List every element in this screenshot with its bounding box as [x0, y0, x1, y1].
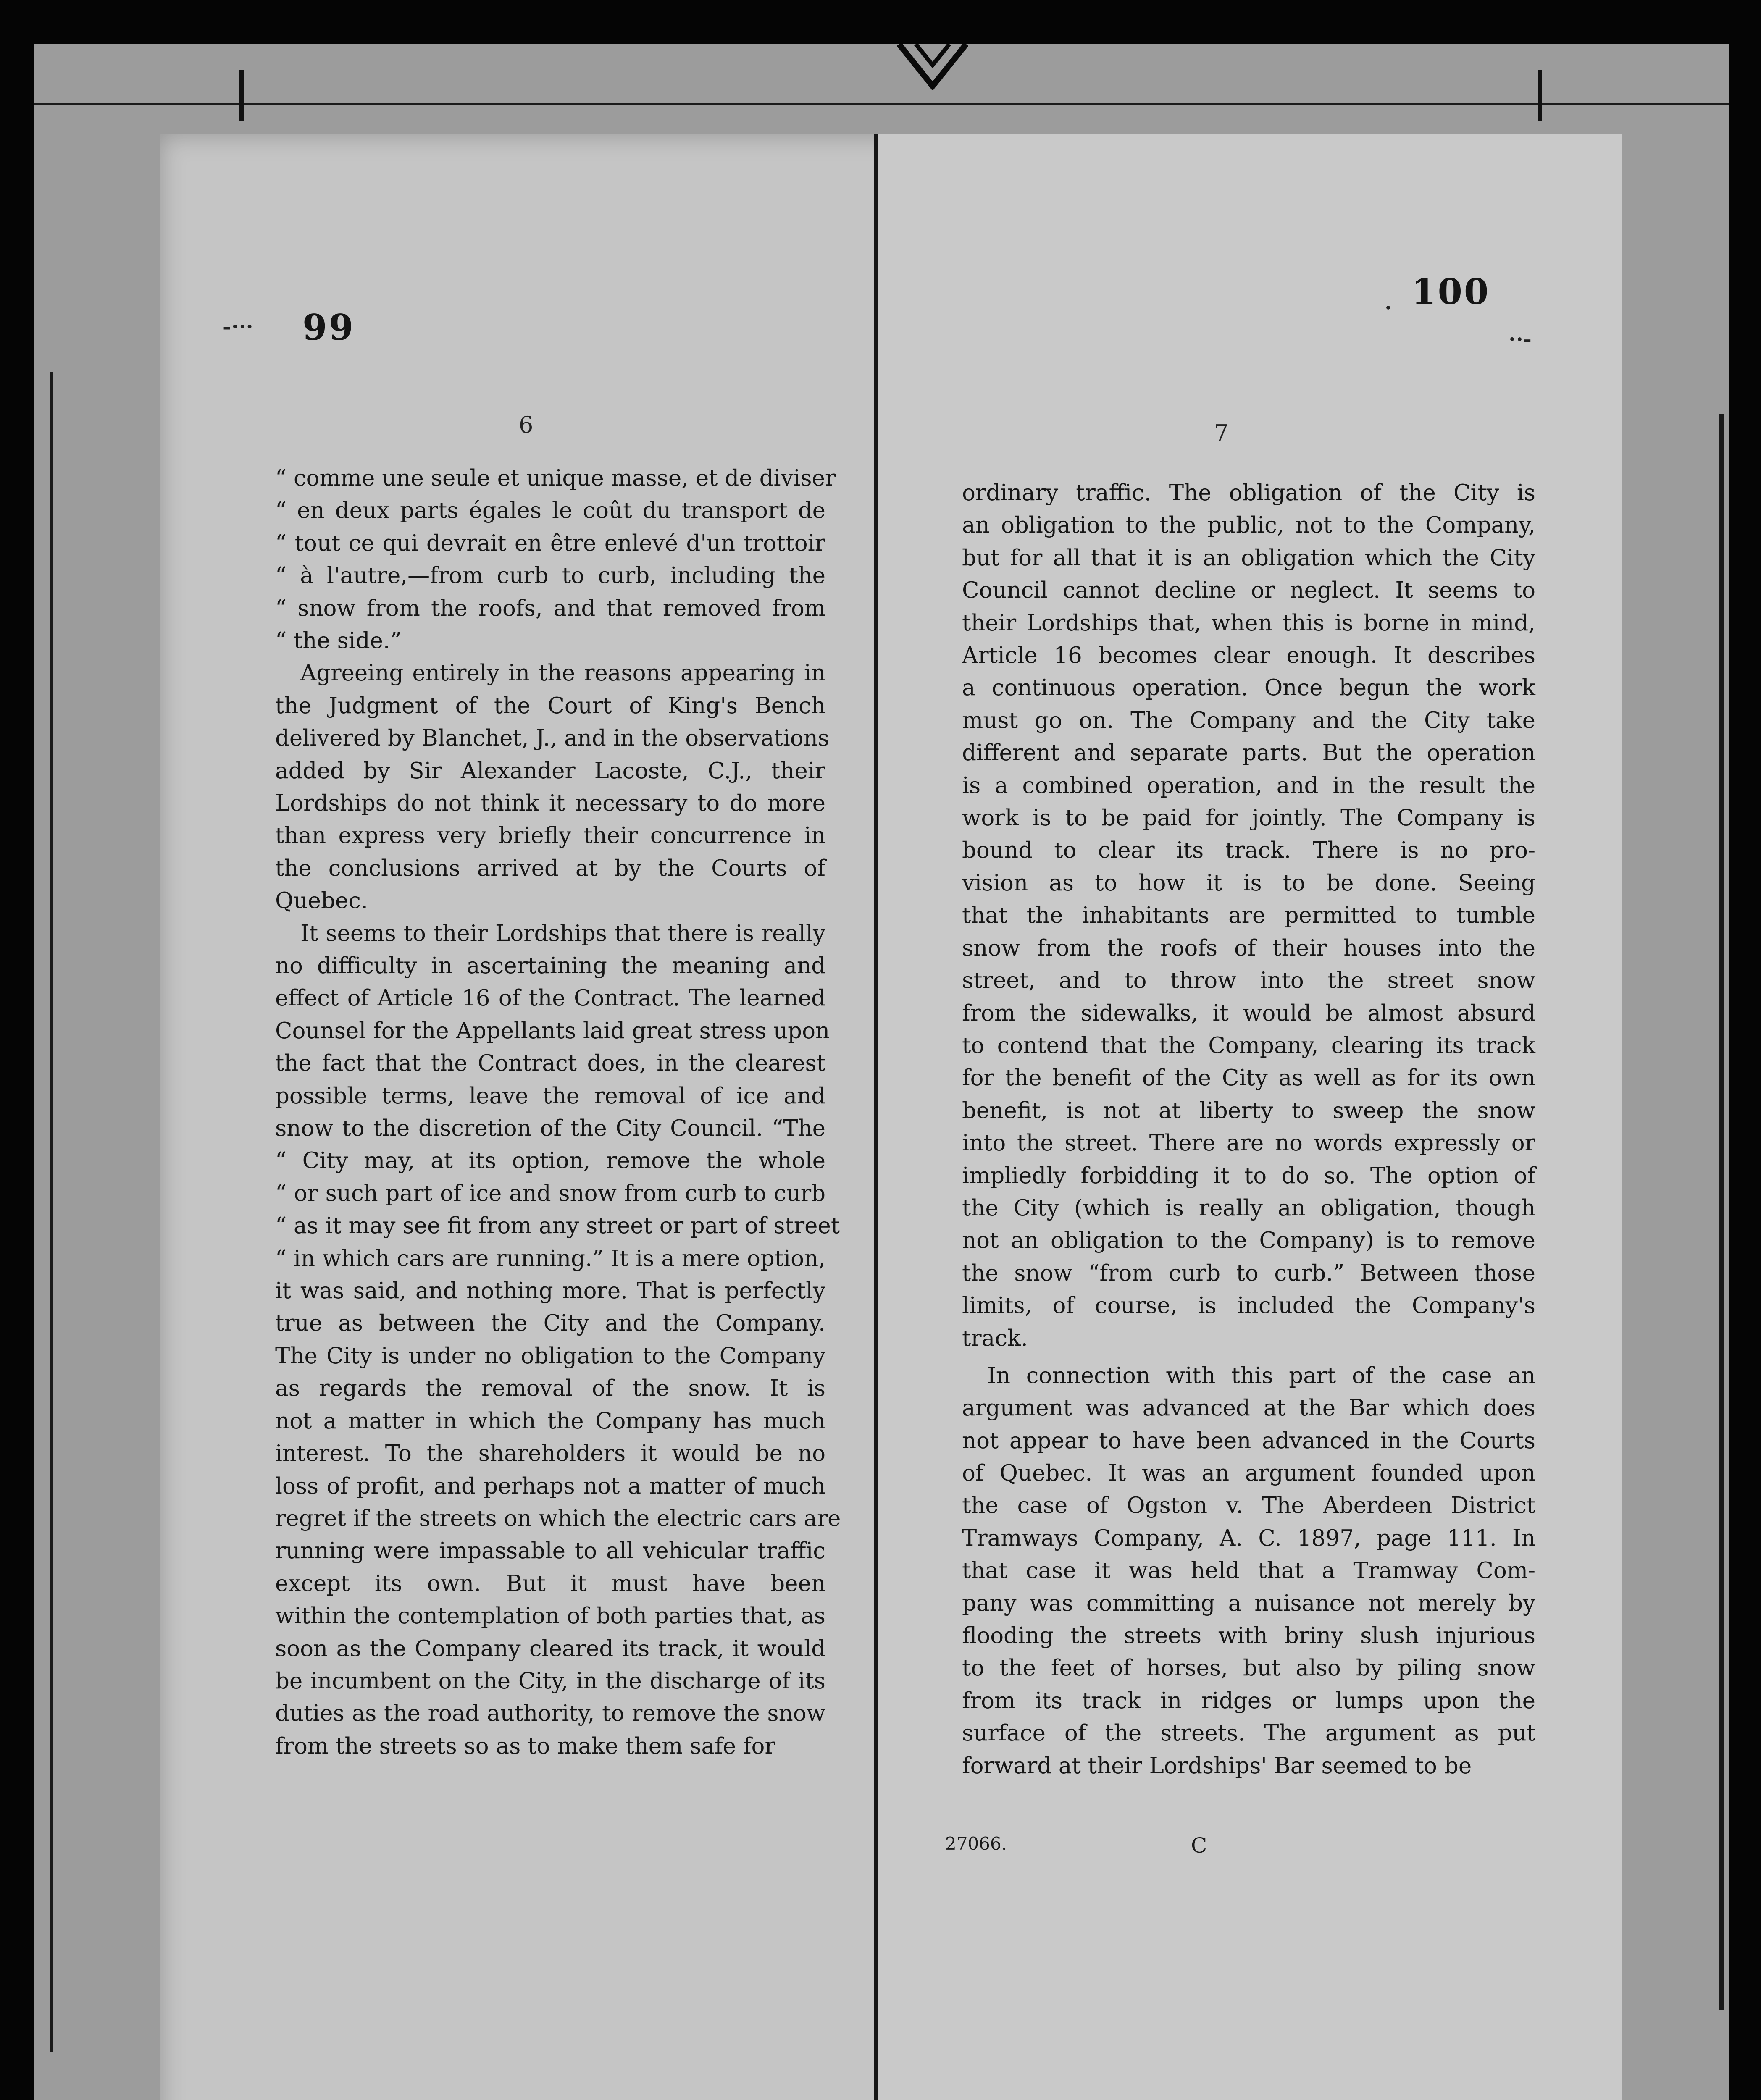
text-line: track.	[962, 1325, 1028, 1351]
text-line: the fact that the Contract does, in the clearest	[275, 1050, 825, 1076]
text-line: surface of the streets. The argument as put	[962, 1720, 1535, 1746]
text-line: bound to clear its track. There is no pro-	[962, 837, 1535, 864]
frame-edge-left	[50, 372, 53, 2052]
text-line: snow to the discretion of the City Council. “The	[275, 1116, 825, 1142]
text-line: The City is under no obligation to the Company	[275, 1343, 825, 1369]
text-line: true as between the City and the Company.	[275, 1310, 825, 1336]
text-line: “ comme une seule et unique masse, et de diviser	[275, 465, 836, 491]
text-line: interest. To the shareholders it would be no	[275, 1441, 825, 1467]
text-line: In connection with this part of the case an	[987, 1362, 1535, 1389]
text-line: except its own. But it must have been	[275, 1570, 825, 1596]
text-line: not appear to have been advanced in the Courts	[962, 1428, 1535, 1454]
text-line: into the street. There are no words expressly or	[962, 1130, 1535, 1156]
text-line: forward at their Lordships' Bar seemed to be	[962, 1753, 1472, 1779]
text-line: Lordships do not think it necessary to do more	[275, 790, 825, 816]
text-line: no difficulty in ascertaining the meaning and	[275, 953, 825, 979]
text-line: Counsel for the Appellants laid great stress upon	[275, 1018, 830, 1044]
right-page	[878, 134, 1622, 2100]
text-line: of Quebec. It was an argument founded upon	[962, 1460, 1535, 1486]
text-line: vision as to how it is to be done. Seeing	[962, 870, 1535, 896]
text-line: delivered by Blanchet, J., and in the observations	[275, 725, 830, 751]
text-line: soon as the Company cleared its track, it would	[275, 1635, 825, 1662]
paragraph	[962, 477, 1535, 1354]
text-line: benefit, is not at liberty to sweep the snow	[962, 1097, 1535, 1124]
text-line: loss of profit, and perhaps not a matter of much	[275, 1473, 825, 1499]
text-line: be incumbent on the City, in the discharge of its	[275, 1668, 825, 1694]
text-line: Article 16 becomes clear enough. It describes	[962, 643, 1535, 669]
frame-top-rule	[34, 103, 1729, 105]
text-line: the conclusions arrived at by the Courts of	[275, 855, 825, 881]
text-line: “ as it may see fit from any street or part of street	[275, 1213, 840, 1239]
text-line: possible terms, leave the removal of ice and	[275, 1083, 825, 1109]
frame-tick-right	[1538, 70, 1542, 121]
folio-mark-right: ⋅	[1384, 296, 1393, 320]
frame-notch-icon	[895, 44, 970, 90]
document-spread	[160, 134, 1622, 2100]
text-line: within the contemplation of both parties that, as	[275, 1603, 825, 1629]
text-line: the City (which is really an obligation, though	[962, 1195, 1535, 1221]
folio-mark-right-2: ⋅·-	[1508, 328, 1532, 351]
text-line: Agreeing entirely in the reasons appearing in	[300, 660, 825, 686]
text-line: snow from the roofs of their houses into the	[962, 935, 1535, 961]
text-line: duties as the road authority, to remove the snow	[275, 1701, 825, 1727]
text-line: Tramways Company, A. C. 1897, page 111. In	[962, 1525, 1535, 1551]
text-line: to the feet of horses, but also by piling snow	[962, 1655, 1535, 1681]
left-folio: 99	[302, 307, 355, 348]
text-line: to contend that the Company, clearing its track	[962, 1032, 1535, 1058]
text-line: pany was committing a nuisance not merely by	[962, 1590, 1535, 1616]
left-page	[160, 134, 874, 2100]
text-line: that case it was held that a Tramway Com-	[962, 1558, 1535, 1584]
text-line: Council cannot decline or neglect. It seems to	[962, 578, 1535, 604]
text-line: different and separate parts. But the operation	[962, 740, 1535, 766]
text-line: limits, of course, is included the Company's	[962, 1293, 1535, 1319]
folio-mark-left: -⋅··	[223, 315, 253, 339]
text-line: Quebec.	[275, 888, 368, 914]
paragraph	[275, 462, 836, 657]
text-line: it was said, and nothing more. That is perfectly	[275, 1278, 825, 1304]
text-line: not an obligation to the Company) is to remove	[962, 1228, 1535, 1254]
text-line: effect of Article 16 of the Contract. The learned	[275, 985, 825, 1011]
text-line: flooding the streets with briny slush injurious	[962, 1623, 1535, 1649]
text-line: “ snow from the roofs, and that removed from	[275, 595, 825, 621]
signature-mark: C	[1191, 1833, 1207, 1858]
left-page-number: 6	[519, 412, 534, 438]
text-line: “ in which cars are running.” It is a mere option,	[275, 1245, 825, 1271]
text-line: the snow “from curb to curb.” Between those	[962, 1260, 1535, 1286]
text-line: “ or such part of ice and snow from curb to curb	[275, 1180, 825, 1206]
text-line: “ City may, at its option, remove the whole	[275, 1148, 825, 1174]
text-line: It seems to their Lordships that there is really	[300, 920, 825, 946]
film-frame	[34, 44, 1729, 2100]
text-line: but for all that it is an obligation which the City	[962, 545, 1535, 571]
text-line: running were impassable to all vehicular traffic	[275, 1538, 825, 1564]
paragraph	[962, 1360, 1535, 1782]
text-line: added by Sir Alexander Lacoste, C.J., their	[275, 758, 825, 784]
text-line: an obligation to the public, not to the Company,	[962, 512, 1535, 538]
text-line: not a matter in which the Company has much	[275, 1408, 825, 1434]
text-line: their Lordships that, when this is borne in mind,	[962, 610, 1535, 636]
frame-tick-left	[239, 70, 244, 121]
text-line: the case of Ogston v. The Aberdeen District	[962, 1493, 1535, 1519]
text-line: ordinary traffic. The obligation of the City is	[962, 480, 1535, 506]
text-line: “ tout ce qui devrait en être enlevé d'un trottoir	[275, 530, 825, 556]
text-line: street, and to throw into the street snow	[962, 968, 1535, 994]
text-line: argument was advanced at the Bar which does	[962, 1395, 1535, 1421]
print-code: 27066.	[945, 1833, 1007, 1854]
text-line: impliedly forbidding it to do so. The option of	[962, 1163, 1535, 1189]
text-line: “ en deux parts égales le coût du transport de	[275, 498, 825, 524]
text-line: from the sidewalks, it would be almost absurd	[962, 1000, 1535, 1026]
text-line: that the inhabitants are permitted to tumble	[962, 903, 1535, 929]
paragraph	[275, 917, 841, 1763]
text-line: work is to be paid for jointly. The Company is	[962, 805, 1535, 831]
paragraph	[275, 657, 830, 917]
text-line: as regards the removal of the snow. It is	[275, 1376, 825, 1402]
text-line: must go on. The Company and the City take	[962, 707, 1535, 733]
text-line: for the benefit of the City as well as for its own	[962, 1065, 1535, 1091]
center-fold-line	[874, 134, 878, 2100]
text-line: a continuous operation. Once begun the work	[962, 675, 1535, 701]
text-line: “ the side.”	[275, 628, 402, 654]
text-line: is a combined operation, and in the result the	[962, 772, 1535, 798]
text-line: “ à l'autre,—from curb to curb, including the	[275, 563, 825, 589]
right-folio: 100	[1411, 271, 1490, 312]
text-line: from the streets so as to make them safe for	[275, 1733, 775, 1759]
text-line: from its track in ridges or lumps upon the	[962, 1688, 1535, 1714]
text-line: than express very briefly their concurrence in	[275, 823, 825, 849]
frame-edge-right	[1719, 414, 1724, 2010]
text-line: regret if the streets on which the electric cars are	[275, 1505, 841, 1531]
right-page-number: 7	[1214, 420, 1229, 446]
text-line: the Judgment of the Court of King's Bench	[275, 693, 825, 719]
